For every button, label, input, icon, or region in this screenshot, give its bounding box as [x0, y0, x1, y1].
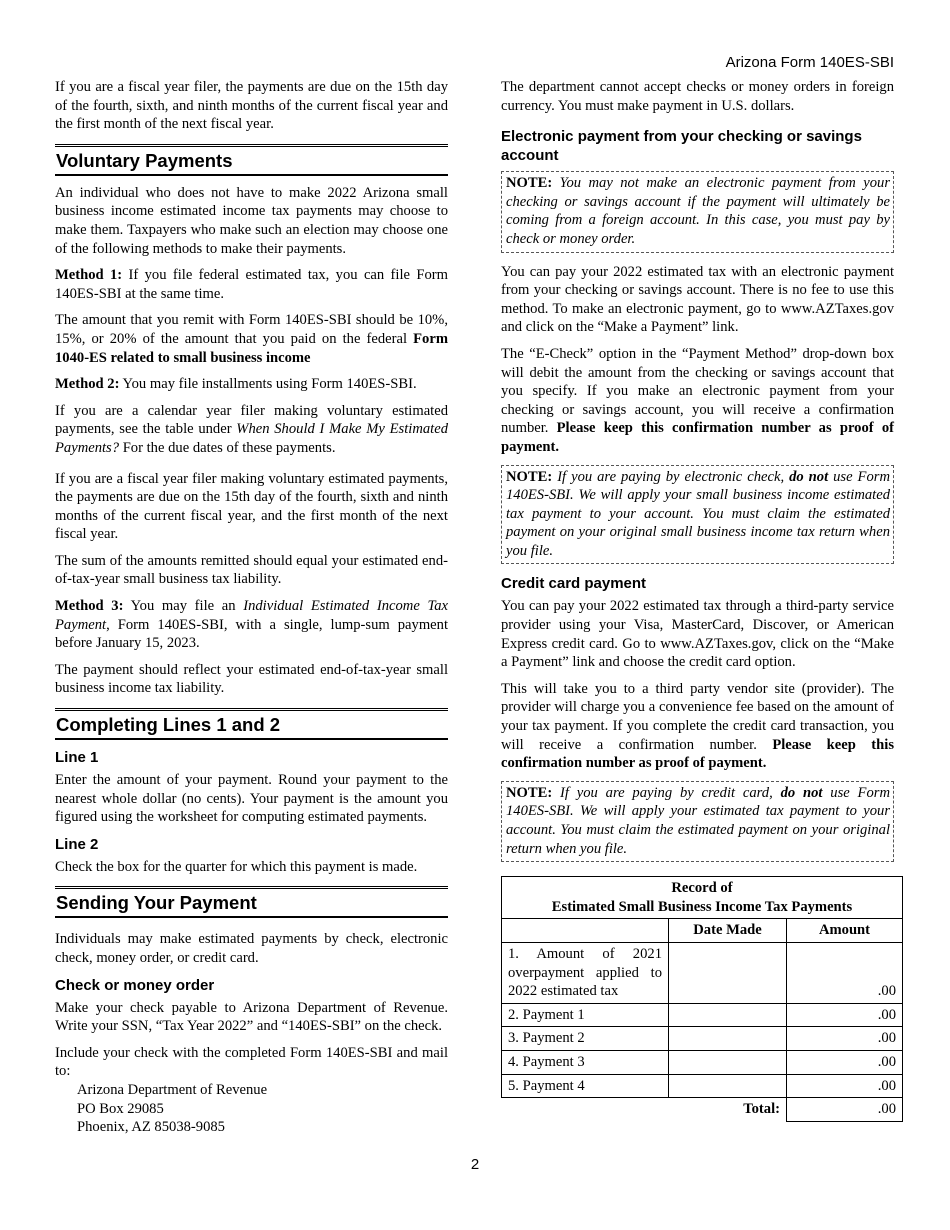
vendor-bold: Please keep this confirmation number as proof of payment.: [501, 736, 894, 772]
method-3-label: Method 3:: [55, 598, 124, 615]
amount-bold: Form 1040-ES related to small business income: [55, 330, 448, 366]
mailing-address: [77, 1081, 448, 1137]
record-table: [501, 876, 903, 1122]
note-3-text-b: use Form 140ES-SBI. We will apply your estimated tax payment to your account. You must claim the estimated payment on your original return when you file.: [506, 784, 890, 857]
amount-cell[interactable]: .00: [787, 942, 903, 1003]
right-column: [501, 78, 894, 1122]
method-1-label: Method 1:: [55, 267, 123, 284]
total-spacer: [502, 1098, 669, 1122]
record-title-line-2: Estimated Small Business Income Tax Payments: [551, 898, 853, 915]
record-title-line-1: Record of: [671, 880, 733, 897]
table-row: [502, 1027, 903, 1051]
check-heading: Check or money order: [55, 976, 215, 994]
amount-paragraph: [55, 311, 448, 367]
echeck-paragraph: [501, 345, 894, 457]
method-2-text: You may file installments using Form 140ES-SBI.: [119, 376, 417, 393]
vendor-text: This will take you to a third party vendor site (provider). The provider will charge you a convenience fee based on the amount of your tax payment. If you complete the credit card transaction, you will receive a confirmation number.: [501, 680, 894, 753]
electronic-heading: Electronic payment from your checking or savings account: [501, 128, 862, 165]
foreign-currency-paragraph: The department cannot accept checks or money orders in foreign currency. You must make payment in U.S. dollars.: [501, 79, 894, 114]
total-label: Total:: [743, 1101, 780, 1118]
note-foreign-account: [501, 171, 894, 252]
total-amount[interactable]: .00: [787, 1098, 903, 1122]
row-label: 3. Payment 2: [502, 1027, 669, 1051]
check-text: Make your check payable to Arizona Department of Revenue. Write your SSN, “Tax Year 2022” and “140ES-SBI” on the check.: [55, 999, 448, 1035]
method-3-text-a: You may file an: [123, 598, 244, 615]
amount-cell[interactable]: .00: [787, 1074, 903, 1098]
note-2-label: NOTE:: [506, 468, 553, 485]
electronic-paragraph: You can pay your 2022 estimated tax with an electronic payment from your checking or savings account. There is no fee to use this method. To make an electronic payment, go to www.AZTaxes.gov and click on the “Make a Payment” link.: [501, 263, 894, 336]
line-2-text: Check the box for the quarter for which this payment is made.: [55, 858, 418, 875]
total-row: [502, 1098, 903, 1122]
row-label: 1. Amount of 2021 overpayment applied to 2022 estimated tax: [502, 942, 669, 1003]
line-1-text: Enter the amount of your payment. Round your payment to the nearest whole dollar (no cents). Your payment is the amount you figured using the worksheet for computing estimated payments.: [55, 772, 448, 826]
table-row: [502, 1003, 903, 1027]
note-2-text-a: If you are paying by electronic check,: [552, 468, 790, 485]
address-line-2: PO Box 29085: [77, 1100, 164, 1117]
calendar-text-b: For the due dates of these payments.: [119, 439, 336, 456]
calendar-text-a: If you are a calendar year filer making voluntary estimated payments, see the table under: [55, 402, 448, 438]
sum-paragraph: The sum of the amounts remitted should equal your estimated end-of-tax-year small business tax liability.: [55, 552, 448, 588]
note-2-bold: do not: [789, 468, 829, 485]
method-1: [55, 266, 448, 303]
amount-cell[interactable]: .00: [787, 1027, 903, 1051]
note-3-bold: do not: [780, 784, 823, 801]
address-line-3: Phoenix, AZ 85038-9085: [77, 1119, 225, 1136]
table-row: [502, 942, 903, 1003]
fiscal-intro: If you are a fiscal year filer, the payments are due on the 15th day of the fourth, sixth, and ninth months of the current fiscal year and the first month of the next fiscal year.: [55, 79, 448, 133]
row-label: 2. Payment 1: [502, 1003, 669, 1027]
method-1-text: If you file federal estimated tax, you can file Form 140ES-SBI at the same time.: [55, 267, 448, 302]
amount-cell[interactable]: .00: [787, 1003, 903, 1027]
voluntary-intro: An individual who does not have to make 2022 Arizona small business income estimated income tax payments may choose to make them. Taxpayers who make such an election may choose one of the following methods to make their payments.: [55, 184, 448, 257]
note-electronic-check: [501, 465, 894, 565]
amount-cell[interactable]: .00: [787, 1050, 903, 1074]
method-2: [55, 375, 448, 394]
table-row: [502, 1074, 903, 1098]
calendar-paragraph: [55, 402, 448, 458]
method-2-label: Method 2:: [55, 376, 120, 393]
date-cell[interactable]: [669, 1003, 787, 1027]
note-1-label: NOTE:: [506, 175, 553, 192]
date-cell[interactable]: [669, 1050, 787, 1074]
method-3-text-b: , Form 140ES-SBI, with a single, lump-sum payment before January 15, 2023.: [55, 616, 448, 652]
note-2-text-b: use Form 140ES-SBI. We will apply your small business income estimated tax payment to your account. You must claim the estimated payment on your original small business income tax return when you file.: [506, 468, 890, 559]
echeck-text: The “E-Check” option in the “Payment Method” drop-down box will debit the amount from the checking or savings account that you specify. If you make an electronic payment from your checking or savings account, you will receive a confirmation number.: [501, 345, 894, 437]
section-voluntary-payments: Voluntary Payments: [55, 144, 448, 176]
note-credit-card: [501, 781, 894, 862]
reflect-paragraph: The payment should reflect your estimated end-of-tax-year small business income tax liability.: [55, 661, 448, 697]
line-1-heading: Line 1: [55, 749, 99, 767]
date-made-header: Date Made: [669, 919, 787, 943]
echeck-bold: Please keep this confirmation number as proof of payment.: [501, 420, 894, 455]
section-completing-lines: Completing Lines 1 and 2: [55, 708, 448, 740]
fiscal-paragraph: If you are a fiscal year filer making voluntary estimated payments, the payments are due on the 15th day of the fourth, sixth and ninth months of the current fiscal year, and the first month of the next fiscal year.: [55, 470, 448, 543]
line-2-heading: Line 2: [55, 835, 99, 853]
record-table-title: [502, 877, 903, 919]
date-cell[interactable]: [669, 1074, 787, 1098]
credit-card-heading: Credit card payment: [501, 575, 647, 593]
section-sending-payment: Sending Your Payment: [55, 886, 448, 918]
vendor-paragraph: [501, 680, 894, 773]
method-3: [55, 597, 448, 653]
note-3-text-a: If you are paying by credit card,: [552, 784, 781, 801]
note-3-label: NOTE:: [506, 784, 553, 801]
blank-header-cell: [502, 919, 669, 943]
calendar-italic: When Should I Make My Estimated Payments?: [55, 421, 448, 456]
credit-card-paragraph: You can pay your 2022 estimated tax through a third-party service provider using your Visa, MasterCard, Discover, or American Express credit card. Go to www.AZTaxes.gov, click on the “Make a Payment” link and choose the credit card option.: [501, 598, 894, 671]
sending-intro: Individuals may make estimated payments by check, electronic check, money order, or credit card.: [55, 931, 448, 966]
date-cell[interactable]: [669, 942, 787, 1003]
include-text: Include your check with the completed Form 140ES-SBI and mail to:: [55, 1044, 448, 1080]
note-1-text: You may not make an electronic payment from your checking or savings account if the payment will ultimately be coming from a foreign account. In this case, you must pay by check or money order.: [506, 175, 890, 247]
form-title: Arizona Form 140ES-SBI: [725, 54, 894, 71]
amount-text: The amount that you remit with Form 140ES-SBI should be 10%, 15%, or 20% of the amount that you paid on the federal: [55, 312, 448, 347]
left-column: [55, 78, 448, 1137]
amount-header: Amount: [787, 919, 903, 943]
page-number: 2: [470, 1156, 480, 1173]
row-label: 5. Payment 4: [502, 1074, 669, 1098]
method-3-italic: Individual Estimated Income Tax Payment: [55, 598, 449, 633]
row-label: 4. Payment 3: [502, 1050, 669, 1074]
date-cell[interactable]: [669, 1027, 787, 1051]
table-row: [502, 1050, 903, 1074]
address-line-1: Arizona Department of Revenue: [77, 1081, 268, 1098]
